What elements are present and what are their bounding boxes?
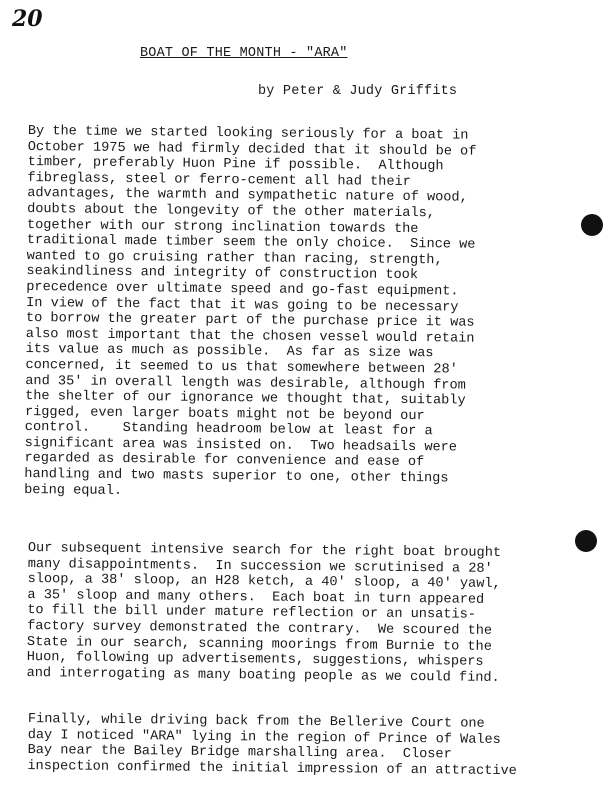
text-line: wanted to go cruising rather than racing, strength, [26, 248, 443, 269]
text-line: rigged, even larger boats might not be beyond our [24, 404, 425, 424]
paragraph-1 [24, 124, 588, 504]
text-line: Finally, while driving back from the Bellerive Court one [27, 712, 485, 732]
text-line: the shelter of our ignorance we thought that, suitably [25, 389, 466, 409]
paragraph-3 [27, 712, 603, 780]
text-line: handling and two masts superior to one, other things [24, 467, 449, 487]
text-line: and 35' in overall length was desirable, although from [25, 373, 466, 394]
text-line: day I noticed "ARA" lying in the region of Prince of Wales [27, 727, 501, 748]
text-line: Bay near the Bailey Bridge marshalling area. Closer [27, 743, 452, 763]
text-line: precedence over ultimate speed and go-fast equipment. [26, 279, 459, 300]
text-line: to borrow the greater part of the purchase price it was [25, 311, 475, 331]
text-line: factory survey demonstrated the contrary. We scoured the [27, 618, 493, 639]
text-line: timber, preferably Huon Pine if possible. Although [27, 155, 444, 175]
article-byline: by Peter & Judy Griffits [258, 84, 458, 99]
text-line: traditional made timber seem the only choice. Since we [26, 233, 476, 253]
text-line: State in our search, scanning moorings from Burnie to the [26, 634, 492, 655]
text-line: its value as much as possible. As far as size was [25, 342, 434, 362]
text-line: and interrogating as many boating people as we could find. [26, 665, 500, 686]
text-line: October 1975 we had firmly decided that it should be of [27, 139, 477, 160]
text-line: seakindliness and integrity of construction took [26, 264, 419, 284]
punch-hole [581, 214, 603, 236]
page-number: 20 [12, 6, 43, 32]
text-line: together with our strong inclination towards the [26, 217, 419, 237]
text-line: concerned, it seemed to us that somewhere between 28' [25, 357, 458, 378]
text-line: Our subsequent intensive search for the right boat brought [27, 541, 502, 561]
text-line: By the time we started looking seriously for a boat in [27, 124, 469, 144]
paragraph-2 [27, 541, 598, 687]
text-line: inspection confirmed the initial impression of an attractive [27, 758, 517, 779]
punch-hole [575, 530, 597, 552]
text-line: doubts about the longevity of the other materials, [27, 201, 436, 222]
text-line: sloop, a 38' sloop, an H28 ketch, a 40' sloop, a 40' yawl, [27, 572, 501, 593]
text-line: significant area was insisted on. Two headsails were [24, 435, 458, 456]
text-line: advantages, the warmth and sympathetic nature of wood, [27, 186, 468, 206]
text-line: many disappointments. In succession we scrutinised a 28' [27, 556, 493, 577]
text-line: control. Standing headroom below at least for a [24, 420, 433, 440]
text-line: In view of the fact that it was going to be necessary [26, 295, 459, 316]
text-line: being equal. [24, 482, 123, 499]
text-line: to fill the bill under mature reflection or an unsatis- [27, 603, 476, 624]
text-line: a 35' sloop and many others. Each boat in turn appeared [27, 587, 485, 608]
text-line: also most important that the chosen vessel would retain [25, 326, 475, 347]
text-line: fibreglass, steel or ferro-cement all had their [27, 170, 411, 190]
article-title: BOAT OF THE MONTH - "ARA" [140, 46, 348, 61]
text-line: regarded as desirable for convenience and ease of [24, 451, 425, 471]
text-line: Huon, following up advertisements, suggestions, whispers [26, 650, 484, 670]
